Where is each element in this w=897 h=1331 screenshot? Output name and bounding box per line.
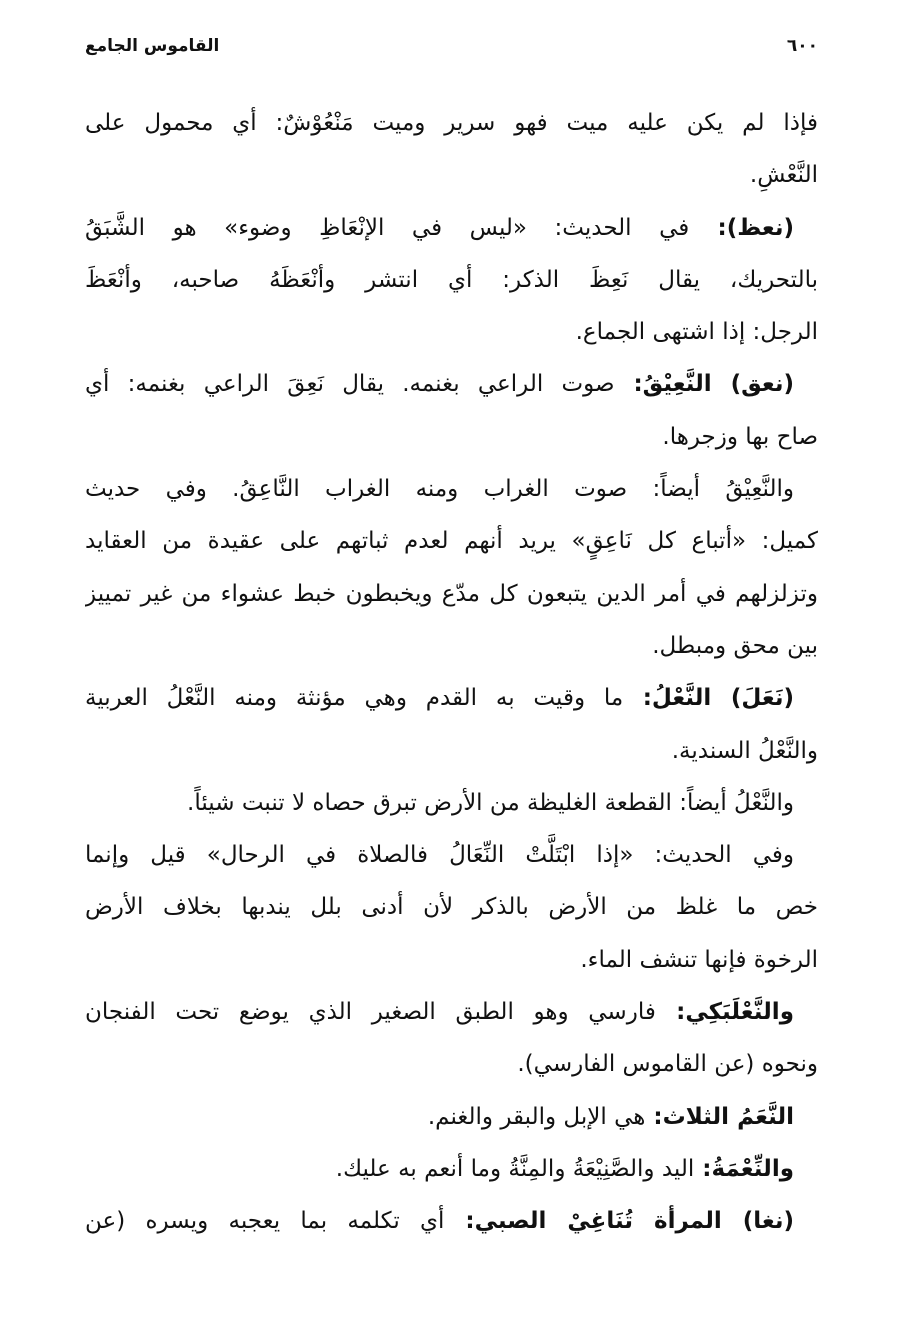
entry-text: النَّعْشِ. xyxy=(749,162,818,189)
entry-text: كميل: «أتباع كل نَاعِقٍ» يريد أنهم لعدم ثباتهم على عقيدة من العقايد xyxy=(85,528,818,555)
dictionary-entry xyxy=(85,777,818,829)
dictionary-entry xyxy=(85,1143,818,1195)
text-line xyxy=(85,568,818,620)
page-number: ٦٠٠ xyxy=(786,36,818,56)
entry-text: وتزلزلهم في أمر الدين يتبعون كل مدّع ويخبطون خبط عشواء من غير تمييز xyxy=(85,580,818,607)
text-line xyxy=(85,202,818,254)
entry-headword: (نَعَلَ) النَّعْلُ: xyxy=(623,685,794,712)
entry-text: والنَّعْلُ السندية. xyxy=(671,737,818,764)
text-line xyxy=(85,1091,818,1143)
entry-text: فإذا لم يكن عليه ميت فهو سرير وميت مَنْعُوْشٌ: أي محمول على xyxy=(85,110,818,136)
entry-headword: (نعظ): xyxy=(689,214,794,241)
book-title: القاموس الجامع xyxy=(85,36,220,56)
dictionary-entry xyxy=(85,986,818,1091)
entry-text: فارسي وهو الطبق الصغير الذي يوضع تحت الفنجان xyxy=(85,999,656,1026)
entry-text: بين محق ومبطل. xyxy=(652,632,818,659)
text-line xyxy=(85,986,818,1038)
text-line xyxy=(85,881,818,933)
entry-headword: (نغا) المرأة تُنَاغِيْ الصبي: xyxy=(444,1208,794,1235)
entry-text: بالتحريك، يقال نَعِظَ الذكر: أي انتشر وأنْعَظَهُ صاحبه، وأنْعَظَ xyxy=(85,266,818,293)
text-line xyxy=(85,1195,818,1247)
text-line xyxy=(85,672,818,724)
text-line xyxy=(85,934,818,986)
entry-text: الرخوة فإنها تنشف الماء. xyxy=(580,946,818,973)
entry-text: صوت الراعي بغنمه. يقال نَعِقَ الراعي بغنمه: أي xyxy=(85,371,615,398)
text-line xyxy=(85,306,818,358)
dictionary-entry xyxy=(85,97,818,202)
text-line xyxy=(85,358,818,410)
page-body xyxy=(85,97,818,1248)
dictionary-entry xyxy=(85,672,818,777)
text-line xyxy=(85,777,818,829)
entry-headword: (نعق) النَّعِيْقُ: xyxy=(614,371,794,398)
text-line xyxy=(85,515,818,567)
entry-text: والنَّعِيْقُ أيضاً: صوت الغراب ومنه الغراب النَّاعِقُ. وفي حديث xyxy=(85,476,794,503)
dictionary-entry xyxy=(85,463,818,672)
text-line xyxy=(85,829,818,881)
dictionary-entry xyxy=(85,202,818,359)
text-line xyxy=(85,725,818,777)
text-line xyxy=(85,97,818,149)
entry-text: صاح بها وزجرها. xyxy=(662,423,818,450)
entry-text: وفي الحديث: «إذا ابْتَلَّتْ النِّعَالُ فالصلاة في الرحال» قيل وإنما xyxy=(85,842,794,869)
text-line xyxy=(85,411,818,463)
entry-headword: والنَّعْلَبَكِي: xyxy=(655,999,794,1026)
entry-text: اليد والصَّنِيْعَةُ والمِنَّةُ وما أنعم به عليك. xyxy=(335,1155,695,1182)
entry-text: هي الإبل والبقر والغنم. xyxy=(427,1103,646,1130)
page-header xyxy=(85,36,818,66)
dictionary-entry xyxy=(85,829,818,986)
text-line xyxy=(85,1143,818,1195)
text-line xyxy=(85,1038,818,1090)
dictionary-entry xyxy=(85,358,818,463)
text-line xyxy=(85,254,818,306)
entry-headword: النَّعَمُ الثلاث: xyxy=(645,1103,794,1130)
text-line xyxy=(85,149,818,201)
entry-text: ما وقيت به القدم وهي مؤنثة ومنه النَّعْلُ العربية xyxy=(85,685,624,712)
text-line xyxy=(85,620,818,672)
dictionary-entry xyxy=(85,1195,818,1247)
text-line xyxy=(85,463,818,515)
entry-text: خص ما غلظ من الأرض بالذكر لأن أدنى بلل يندبها بخلاف الأرض xyxy=(85,894,818,921)
entry-text: أي تكلمه بما يعجبه ويسره (عن xyxy=(85,1208,445,1235)
entry-text: ونحوه (عن القاموس الفارسي). xyxy=(517,1051,818,1078)
entry-text: والنَّعْلُ أيضاً: القطعة الغليظة من الأرض تبرق حصاه لا تنبت شيئاً. xyxy=(187,789,794,816)
entry-text: الرجل: إذا اشتهى الجماع. xyxy=(575,319,818,346)
entry-text: في الحديث: «ليس في الإنْعَاظِ وضوء» هو الشَّبَقُ xyxy=(85,214,690,241)
entry-headword: والنِّعْمَةُ: xyxy=(694,1155,794,1182)
dictionary-entry xyxy=(85,1091,818,1143)
